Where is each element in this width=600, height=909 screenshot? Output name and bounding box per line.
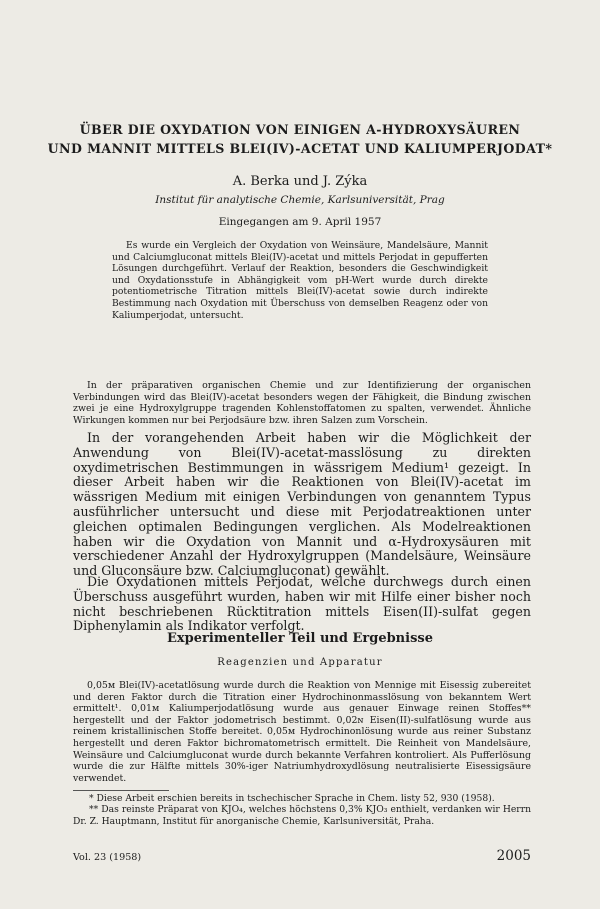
authors (40, 174, 560, 189)
volume-label: Vol. 23 (1958) (73, 852, 142, 863)
section-title: Experimenteller Teil und Ergebnisse (167, 631, 433, 646)
author-1: A. Berka (232, 174, 290, 189)
experimental-paragraph: 0,05м Blei(IV)-acetatlösung wurde durch die Reaktion von Mennige mit Eisessig zubereitet und deren Faktor durch die Titration einer Hydrochinonmasslösung von bekanntem Wert ermittelt¹. 0,01м Kaliumperjodatlösung wurde aus genauer Einwage reinen Stoffes** hergestellt und der Faktor jodometrisch bestimmt. 0,02ɴ Eisen(II)-sulfatlösung wurde aus reinem kristallinischen Stoffe bereitet. 0,05м Hydrochinonlösung wurde aus reiner Substanz hergestellt und deren Faktor bichromatometrisch ermittelt. Die Reinheit von Mandelsäure, Weinsäure und Calciumgluconat wurde durch bekannte Verfahren kontroliert. Als Pufferlösung wurde die zur Hälfte mittels 30%-iger Natriumhydroxydlösung neutralisierte Eisessigsäure verwendet. (73, 680, 531, 784)
body-paragraph-1: In der vorangehenden Arbeit haben wir die Möglichkeit der Anwendung von Blei(IV)-acetat-masslösung zu direkten oxydimetrischen Bestimmungen in wässrigem Medium¹ gezeigt. In dieser Arbeit haben wir die Reaktionen von Blei(IV)-acetat im wässrigen Medium mit einigen Verbindungen von genanntem Typus ausführlicher untersucht und diese mit Perjodatreaktionen unter gleichen optimalen Bedingungen verglichen. Als Modelreaktionen haben wir die Oxydation von Mannit und α-Hydroxysäuren mit verschiedener Anzahl der Hydroxylgruppen (Mandelsäure, Weinsäure und Gluconsäure bzw. Calciumgluconat) gewählt. (73, 430, 531, 579)
body-paragraph-2: Die Oxydationen mittels Perjodat, welche durchwegs durch einen Überschuss ausgeführt wurden, haben wir mit Hilfe einer bisher noch nicht beschriebenen Rücktitration mittels Eisen(II)-sulfat gegen Diphenylamin als Indikator verfolgt. (73, 574, 531, 634)
footnote-2: ** Das reinste Präparat von KJO₄, welches höchstens 0,3% KJO₃ enthielt, verdanken wir Herrn Dr. Z. Hauptmann, Institut für anorganische Chemie, Karlsuniversität, Praha. (73, 804, 531, 827)
footnotes (73, 793, 531, 827)
title-line-2: UND MANNIT MITTELS BLEI(IV)-ACETAT UND KALIUMPERJODAT* (47, 141, 553, 156)
received-date: Eingegangen am 9. April 1957 (218, 216, 382, 228)
author-connector: und (289, 174, 323, 189)
summary-paragraph: In der präparativen organischen Chemie und zur Identifizierung der organischen Verbindungen wird das Blei(IV)-acetat besonders wegen der Fähigkeit, die Bindung zwischen zwei je eine Hydroxylgruppe tragenden Kohlenstoffatomen zu spalten, verwendet. Ähnliche Wirkungen kommen nur bei Perjodsäure bzw. ihren Salzen zum Vorschein. (73, 380, 531, 426)
title-line-1: ÜBER DIE OXYDATION VON EINIGEN Α-HYDROXYSÄUREN (79, 122, 521, 137)
article-title (40, 120, 560, 158)
abstract: Es wurde ein Vergleich der Oxydation von Weinsäure, Mandelsäure, Mannit und Calciumgluconat mittels Blei(IV)-acetat und mittels Perjodat in gepufferten Lösungen durchgeführt. Verlauf der Reaktion, besonders die Geschwindigkeit und Oxydationsstufe in Abhängigkeit vom pH-Wert wurde durch direkte potentiometrische Titration mittels Blei(IV)-acetat sowie durch indirekte Bestimmung nach Oxydation mit Überschuss von demselben Reagenz oder von Kaliumperjodat, untersucht. (112, 240, 488, 321)
subsection-title: Reagenzien und Apparatur (217, 657, 383, 668)
page-number: 2005 (496, 848, 531, 864)
footnote-1: * Diese Arbeit erschien bereits in tschechischer Sprache in Chem. listy 52, 930 (1958). (89, 793, 495, 804)
footnote-divider (73, 790, 169, 791)
institute: Institut für analytische Chemie, Karlsuniversität, Prag (155, 194, 445, 206)
author-2: J. Zýka (322, 174, 368, 189)
